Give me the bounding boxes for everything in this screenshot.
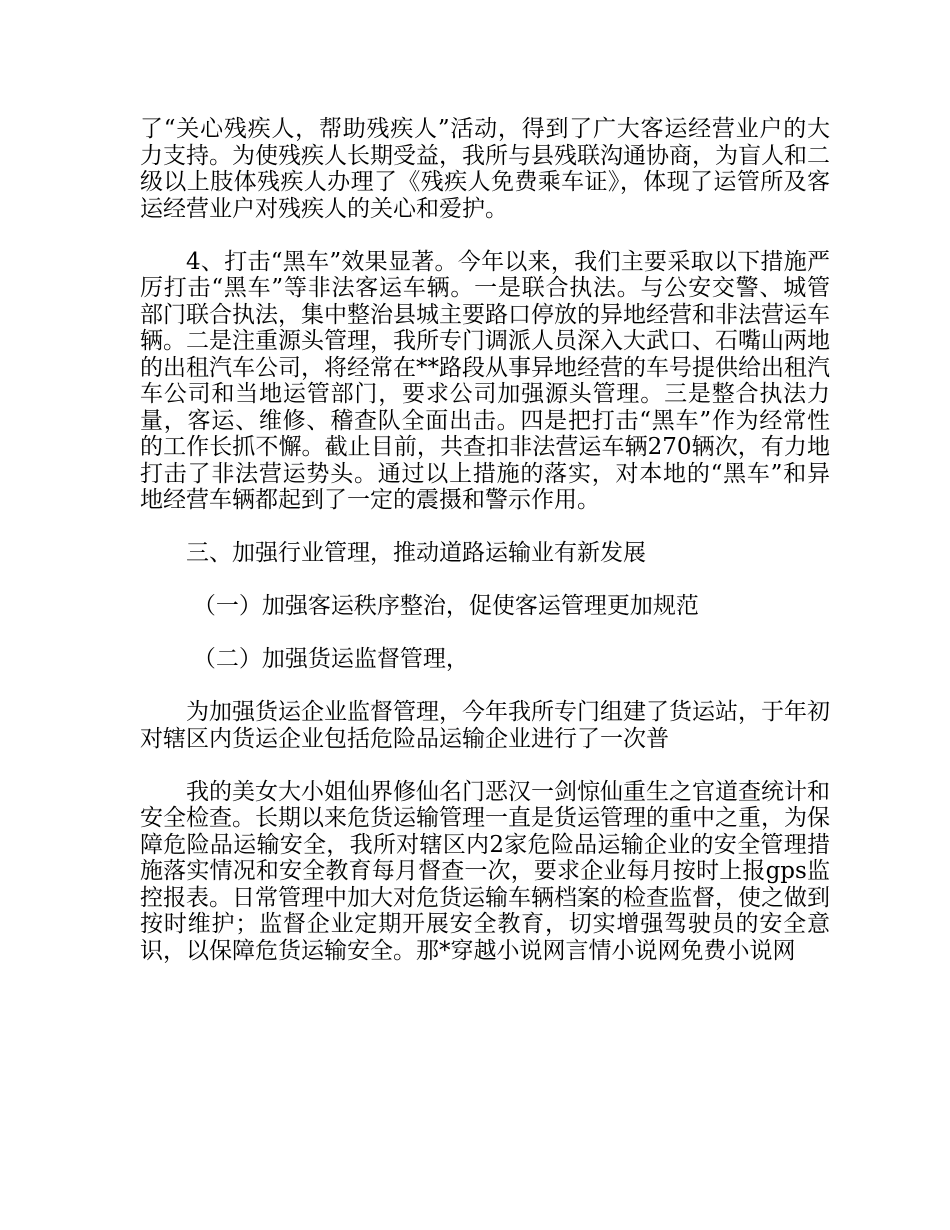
paragraph-freight-station: 为加强货运企业监督管理，今年我所专门组建了货运站，于年初对辖区内货运企业包括危险品运输企业进行了一次普 xyxy=(140,699,830,752)
paragraph-gap xyxy=(140,567,830,594)
subheading-passenger-transport: （一）加强客运秩序整治，促使客运管理更加规范 xyxy=(192,593,699,619)
paragraph-gap xyxy=(140,752,830,779)
subheading-freight-supervision: （二）加强货运监督管理， xyxy=(192,646,469,672)
document-body xyxy=(140,116,830,964)
paragraph-disabled-support: 了“关心残疾人，帮助残疾人”活动，得到了广大客运经营业户的大力支持。为使残疾人长期受益，我所与县残联沟通协商，为盲人和二级以上肢体残疾人办理了《残疾人免费乘车证》，体现了运管所及客运经营业户对残疾人的关心和爱护。 xyxy=(140,116,830,222)
paragraph-gap xyxy=(140,514,830,541)
section-heading-industry-management: 三、加强行业管理，推动道路运输业有新发展 xyxy=(186,540,646,566)
paragraph-gap xyxy=(140,673,830,700)
paragraph-hazardous-goods: 我的美女大小姐仙界修仙名门恶汉一剑惊仙重生之官道查统计和安全检查。长期以来危货运输管理一直是货运管理的重中之重，为保障危险品运输安全，我所对辖区内2家危险品运输企业的安全管理措施落实情况和安全教育每月督查一次，要求企业每月按时上报gps监控报表。日常管理中加大对危货运输车辆档案的检查监督，使之做到按时维护；监督企业定期开展安全教育，切实增强驾驶员的安全意识，以保障危货运输安全。那*穿越小说网言情小说网免费小说网 xyxy=(140,778,830,964)
paragraph-gap xyxy=(140,620,830,647)
paragraph-illegal-vehicles: 4、打击“黑车”效果显著。今年以来，我们主要采取以下措施严厉打击“黑车”等非法客运车辆。一是联合执法。与公安交警、城管部门联合执法，集中整治县城主要路口停放的异地经营和非法营运车辆。二是注重源头管理，我所专门调派人员深入大武口、石嘴山两地的出租汽车公司，将经常在**路段从事异地经营的车号提供给出租汽车公司和当地运管部门，要求公司加强源头管理。三是整合执法力量，客运、维修、稽查队全面出击。四是把打击“黑车”作为经常性的工作长抓不懈。截止目前，共查扣非法营运车辆270辆次，有力地打击了非法营运势头。通过以上措施的落实，对本地的“黑车”和异地经营车辆都起到了一定的震摄和警示作用。 xyxy=(140,248,830,513)
paragraph-gap xyxy=(140,222,830,249)
